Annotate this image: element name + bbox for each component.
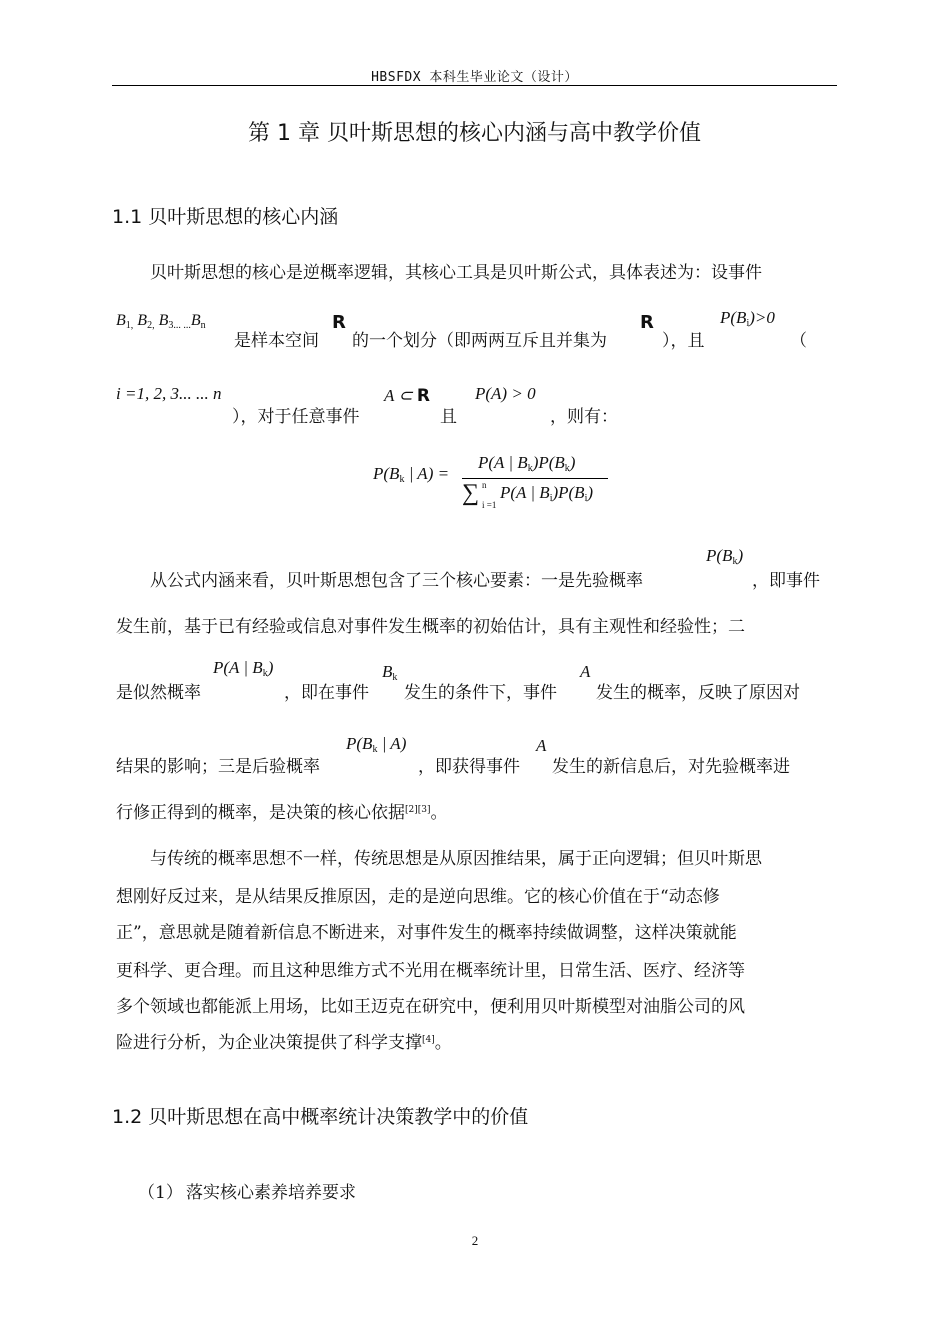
- section-title-1-2: 1.2 贝叶斯思想在高中概率统计决策教学中的价值: [112, 1106, 529, 1128]
- p1-line1: 贝叶斯思想的核心是逆概率逻辑，其核心工具是贝叶斯公式，具体表述为：设事件: [150, 263, 762, 283]
- page-header: HBSFDX 本科生毕业论文（设计）: [371, 70, 578, 85]
- prior-prob: $P(B_k)$: [706, 546, 744, 567]
- p2-line5-end: 。: [430, 803, 448, 823]
- p2-line3-a: 是似然概率: [116, 683, 201, 703]
- p3-line6-text: 险进行分析，为企业决策提供了科学支撑: [116, 1033, 422, 1053]
- citation-2-3[interactable]: [2][3]: [405, 805, 431, 815]
- formula-numerator: P(A | $B_k)P(B_k)$: [478, 453, 576, 474]
- p2-line3-b: ，即在事件: [284, 683, 369, 703]
- events-sequence: $B_{1,}$ $B_{2,}$ $B_{3... ...}B_n$: [116, 312, 206, 331]
- math-R-2: R: [640, 312, 654, 333]
- citation-4[interactable]: [4]: [422, 1035, 435, 1045]
- chapter-title: 第 1 章 贝叶斯思想的核心内涵与高中教学价值: [248, 121, 701, 146]
- page-number: 2: [471, 1233, 479, 1248]
- event-A-2: A: [536, 736, 547, 755]
- p2-line3-d: 发生的概率，反映了原因对: [596, 683, 800, 703]
- sum-upper: n: [482, 480, 487, 490]
- cond-positive: $P(B_i)>0$: [720, 308, 775, 329]
- formula-denominator: P(A | $B_i)P(B_i)$: [500, 483, 594, 504]
- prob-A-positive: P(A) > 0: [475, 384, 536, 403]
- p2-line4-a: 结果的影响；三是后验概率: [116, 757, 320, 777]
- fraction-bar: [462, 478, 608, 479]
- p3-line4: 更科学、更合理。而且这种思维方式不光用在概率统计里，日常生活、医疗、经济等: [116, 961, 745, 981]
- p1-line3-text3: ，则有：: [550, 407, 618, 427]
- p1-line3-text2: 且: [440, 407, 457, 427]
- p1-line2-text4: （: [790, 331, 807, 351]
- index-range: i =1, 2, 3... ... n: [116, 384, 222, 403]
- p2-line5: [116, 798, 448, 823]
- posterior-prob: $P(B_k$ | A): [346, 734, 407, 755]
- p3-line6: [116, 1028, 452, 1053]
- header-rule: [112, 85, 837, 86]
- p3-line6-end: 。: [434, 1033, 452, 1053]
- p1-line2-text3: ），且: [662, 331, 705, 351]
- p2-line1-b: ，即事件: [752, 571, 820, 591]
- p1-line2-text2: 的一个划分（即两两互斥且并集为: [352, 331, 607, 351]
- section-title-1-1: 1.1 贝叶斯思想的核心内涵: [112, 206, 339, 228]
- math-R-1: R: [332, 312, 346, 333]
- likelihood-prob: P(A | $B_k$): [213, 658, 274, 679]
- event-Bk: $B_k$: [382, 662, 398, 683]
- sum-lower: i =1: [482, 500, 497, 510]
- p2-line4-b: ，即获得事件: [418, 757, 520, 777]
- p1-line3-text1: ），对于任意事件: [232, 407, 360, 427]
- subset-A-R: A ⊂ R: [384, 386, 430, 406]
- formula-lhs: $P(B_k$ | A) =: [373, 464, 450, 485]
- p3-line5: 多个领域也都能派上用场，比如王迈克在研究中，便利用贝叶斯模型对油脂公司的风: [116, 997, 745, 1017]
- p1-line2-text1: 是样本空间: [234, 331, 319, 351]
- p2-line2: 发生前，基于已有经验或信息对事件发生概率的初始估计，具有主观性和经验性；二: [116, 617, 745, 637]
- p2-line3-c: 发生的条件下，事件: [404, 683, 557, 703]
- p3-line1: 与传统的概率思想不一样，传统思想是从原因推结果，属于正向逻辑；但贝叶斯思: [150, 849, 762, 869]
- p3-line2: 想刚好反过来，是从结果反推原因，走的是逆向思维。它的核心价值在于“动态修: [116, 887, 720, 907]
- p2-line4-c: 发生的新信息后，对先验概率进: [552, 757, 790, 777]
- p3-line3: 正”，意思就是随着新信息不断进来，对事件发生的概率持续做调整，这样决策就能: [116, 923, 737, 943]
- p2-line1-a: 从公式内涵来看，贝叶斯思想包含了三个核心要素：一是先验概率: [150, 571, 643, 591]
- event-A-1: A: [580, 662, 591, 681]
- sum-symbol: ∑: [462, 480, 480, 506]
- item-1-text: 落实核心素养培养要求: [186, 1183, 356, 1203]
- p2-line5-text: 行修正得到的概率，是决策的核心依据: [116, 803, 405, 823]
- item-1-label: （1）: [138, 1183, 183, 1203]
